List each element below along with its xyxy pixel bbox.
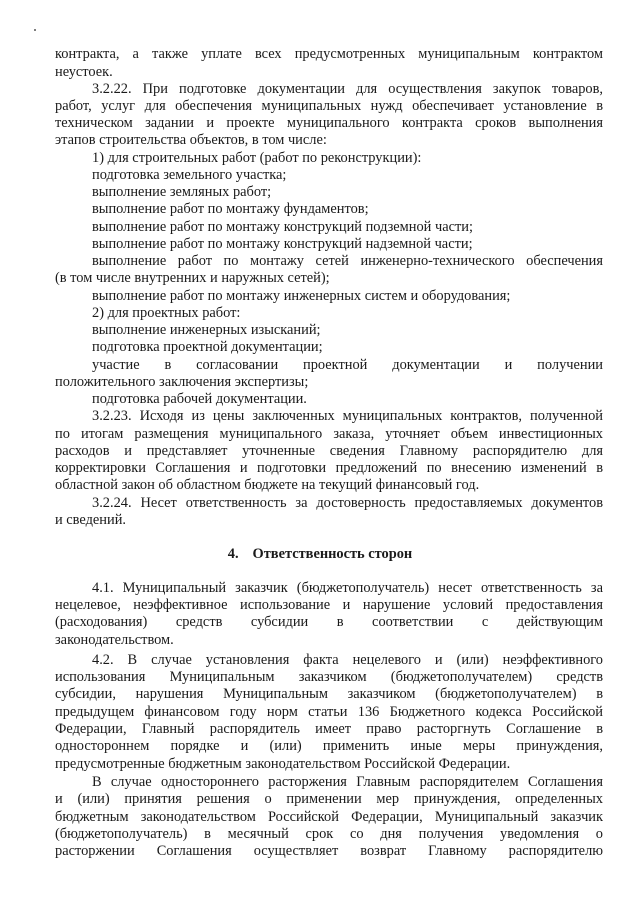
- text-line: подготовка проектной документации;: [92, 339, 323, 355]
- text-line: неустоек.: [55, 64, 113, 80]
- text-line: 3.2.23. Исходя из цены заключенных муниципальных контрактов, полученной: [92, 408, 603, 424]
- text-line: выполнение работ по монтажу фундаментов;: [92, 201, 369, 217]
- text-line: выполнение работ по монтажу конструкций подземной части;: [92, 219, 473, 235]
- text-line: 3.2.22. При подготовке документации для осуществления закупок товаров,: [92, 81, 603, 97]
- text-line: бюджетным законодательством Российской Федерации, Муниципальный заказчик: [55, 809, 603, 825]
- text-line: расходов и представляет уточненные сведения Главному распорядителю для: [55, 443, 603, 459]
- text-line: выполнение работ по монтажу конструкций надземной части;: [92, 236, 473, 252]
- section-number: 4.: [227, 546, 239, 562]
- text-line: положительного заключения экспертизы;: [55, 374, 309, 390]
- text-line: областной закон об областном бюджете на текущий финансовый год.: [55, 477, 480, 493]
- text-line: и (или) принятия решения о применении мер принуждения, определенных: [55, 791, 603, 807]
- text-line: подготовка земельного участка;: [92, 167, 287, 183]
- text-line: 1) для строительных работ (работ по реконструкции):: [92, 150, 422, 166]
- text-line: В случае одностороннего расторжения Главным распорядителем Соглашения: [92, 774, 603, 790]
- text-line: субсидии, нарушения Муниципальным заказчиком (бюджетополучателем) в: [55, 686, 603, 702]
- scan-speck: [34, 29, 36, 31]
- text-line: и сведений.: [55, 512, 127, 528]
- text-line: расторжении Соглашения осуществляет возврат Главному распорядителю: [55, 843, 603, 859]
- text-line: корректировки Соглашения и подготовки предложений по внесению изменений в: [55, 460, 603, 476]
- text-line: 2) для проектных работ:: [92, 305, 241, 321]
- text-line: 4.2. В случае установления факта нецелевого и (или) неэффективного: [92, 652, 603, 668]
- text-line: техническом задании и проекте муниципального контракта сроков выполнения: [55, 115, 603, 131]
- text-line: Федерации, Главный распорядитель имеет право расторгнуть Соглашение в: [55, 721, 603, 737]
- text-line: выполнение земляных работ;: [92, 184, 272, 200]
- text-line: 4.1. Муниципальный заказчик (бюджетополучатель) несет ответственность за: [92, 580, 603, 596]
- text-line: (в том числе внутренних и наружных сетей);: [55, 270, 330, 286]
- section-title: Ответственность сторон: [252, 546, 413, 562]
- text-line: использования Муниципальным заказчиком (бюджетополучателем) средств: [55, 669, 603, 685]
- text-line: выполнение инженерных изысканий;: [92, 322, 321, 338]
- text-line: выполнение работ по монтажу инженерных систем и оборудования;: [92, 288, 511, 304]
- text-line: по итогам размещения муниципального заказа, уточняет объем инвестиционных: [55, 426, 603, 442]
- text-line: подготовка рабочей документации.: [92, 391, 307, 407]
- text-line: (расходования) средств субсидии в соответствии с действующим: [55, 614, 603, 630]
- text-line: 3.2.24. Несет ответственность за достоверность предоставляемых документов: [92, 495, 603, 511]
- text-line: нецелевое, неэффективное использование и нарушение условий предоставления: [55, 597, 603, 613]
- text-line: выполнение работ по монтажу сетей инженерно-технического обеспечения: [92, 253, 603, 269]
- text-line: участие в согласовании проектной документации и получении: [92, 357, 603, 373]
- text-line: этапов строительства объектов, в том числе:: [55, 132, 327, 148]
- text-line: одностороннем порядке и (или) применить иные меры принуждения,: [55, 738, 603, 754]
- text-line: работ, услуг для обеспечения муниципальных нужд обеспечивает установление в: [55, 98, 603, 114]
- text-line: предыдущем финансовом году норм статьи 136 Бюджетного кодекса Российской: [55, 704, 603, 720]
- text-line: контракта, а также уплате всех предусмотренных муниципальным контрактом: [55, 46, 603, 62]
- text-line: законодательством.: [55, 632, 174, 648]
- text-line: (бюджетополучатель) в месячный срок со дня получения уведомления о: [55, 826, 603, 842]
- text-line: предусмотренные бюджетным законодательством Российской Федерации.: [55, 756, 511, 772]
- section-heading: [0, 546, 640, 563]
